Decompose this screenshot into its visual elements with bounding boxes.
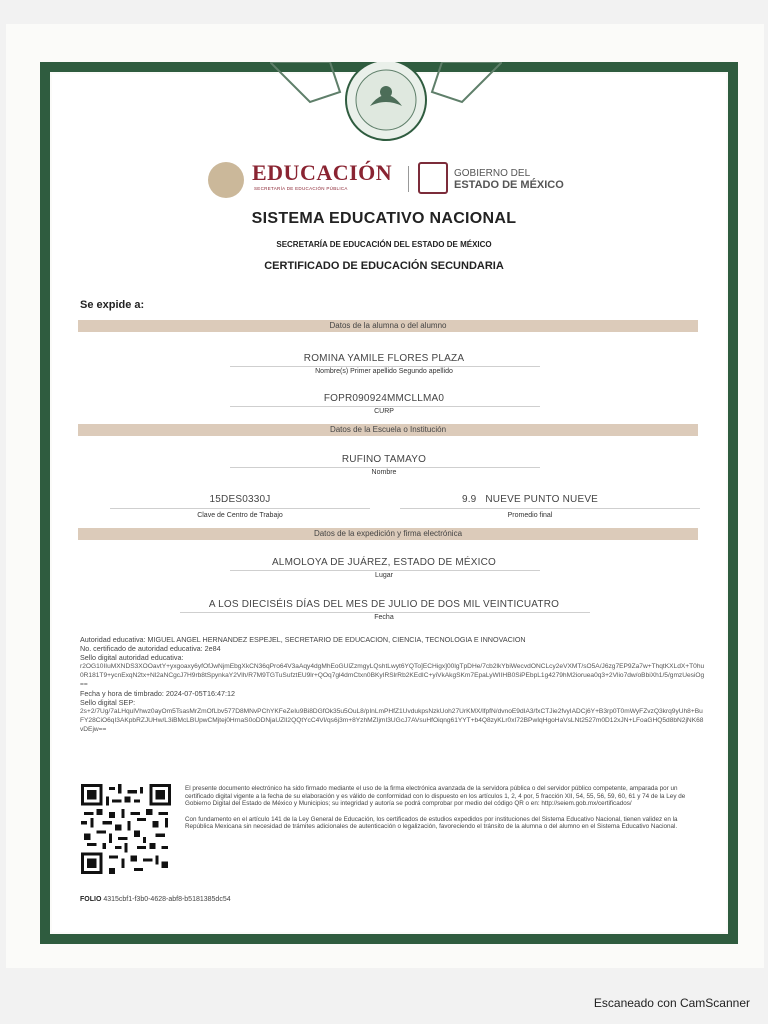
logo-divider <box>408 166 409 192</box>
school-name-caption: Nombre <box>371 469 397 476</box>
issued-to-label: Se expide a: <box>80 299 145 311</box>
cct-caption: Clave de Centro de Trabajo <box>197 512 283 519</box>
verification-qr-code[interactable] <box>78 784 174 874</box>
divider <box>230 570 540 571</box>
student-name: ROMINA YAMILE FLORES PLAZA <box>303 353 465 364</box>
folio-label: FOLIO <box>80 896 102 903</box>
curp-caption: CURP <box>374 408 394 415</box>
eagle-emblem-icon <box>208 162 244 198</box>
national-seal <box>270 62 502 146</box>
school-section-bar: Datos de la Escuela o Institución <box>78 424 698 436</box>
certificate-type: CERTIFICADO DE EDUCACIÓN SECUNDARIA <box>264 260 504 272</box>
authority-digital-seal: r2OG10IIuMXNDS3XOOavtY+yxgoaxy6yfOfJwNjmEbgXkCN36qPro64V3aAqy4dgMhEoGUlZzmgyLQshtLwyt6YQTo]ECHigx]00lgTpDHe/7cb2lkYbiWecvdONCLcy2eVXMT/sO5A/J6zg7EP9Za7w+ThqtKXLdX+T0hu0R181T9+ycnExqN2tx+Nl2aNCgcJ7H9rb8tSpynkaY2Vlh/R7M9TGTuSufztEU9lr+QOq7gl4dmCtxn0BKyIRSlrRb2KEdIC+yiVkAkgSKm7EpaLyWIIHB0SiPEbpL1g4279hM2ioruea0q3+2Vlio7dw/oBbiXh1/5/gmzUesiOg== <box>80 663 705 688</box>
divider <box>110 508 370 509</box>
expedition-section-bar: Datos de la expedición y firma electrónica <box>78 528 698 540</box>
authority-certificate-number: No. certificado de autoridad educativa: 2e84 <box>80 644 221 653</box>
education-logo-subtitle: SECRETARÍA DE EDUCACIÓN PÚBLICA <box>254 186 348 191</box>
student-curp: FOPR090924MMCLLMA0 <box>323 393 445 404</box>
divider <box>230 366 540 367</box>
state-government-line2: ESTADO DE MÉXICO <box>454 179 564 191</box>
date-caption: Fecha <box>374 614 394 621</box>
folio-value: 4315cbf1-f3b0-4628-abf8-b5181385dc54 <box>103 896 231 903</box>
place-caption: Lugar <box>375 572 393 579</box>
school-cct: 15DES0330J <box>209 494 271 505</box>
sep-digital-seal-label: Sello digital SEP: <box>80 698 136 707</box>
legal-paragraph-validity: Con fundamento en el artículo 141 de la Ley General de Educación, los certificados de estudios expedidos por instituciones del Sistema Educativo Nacional, tienen validez en la República Mexicana sin necesidad de trámites adicionales de autenticación o legalización, favoreciendo el tránsito de la alumna o del alumno en el Sistema Educativo Nacional. <box>185 815 678 830</box>
final-average-caption: Promedio final <box>507 512 553 519</box>
header-logos <box>208 158 568 198</box>
signature-block <box>80 635 706 734</box>
state-government-line1: GOBIERNO DEL <box>454 168 531 179</box>
divider <box>400 508 700 509</box>
education-logo-word: EDUCACIÓN <box>252 160 393 185</box>
divider <box>180 612 590 613</box>
final-average: 9.9 NUEVE PUNTO NUEVE <box>461 494 599 505</box>
student-section-bar: Datos de la alumna o del alumno <box>78 320 698 332</box>
legal-paragraph-signature: El presente documento electrónico ha sido firmado mediante el uso de la firma electrónica avanzada de la servidora pública o del servidor público competente, amparada por un certificado digital vigente a la fecha de su elaboración y es válido de conformidad con lo dispuesto en los artículos 1, 2, 4 por, 5 fracción XII, 54, 55, 56, 59, 60, 61 y 74 de la Ley de Gobierno Digital del Estado de México y Municipios; su integridad y autoría se podrá comprobar por medio del código QR o en: http://seiem.gob.mx/certificados/ <box>185 785 686 807</box>
authority-digital-seal-label: Sello digital autoridad educativa: <box>80 653 184 662</box>
sep-digital-seal: 2s+2/7Ug/7aLHqulVhwz0ayOm5TsasMrZmOfLbv577D8MNvPChYKFeZeIu9Bi8DGfOk35u5OuL8/pInLmPHfZ1UvdukpsNzkUoh27UrKMX/lfpfN/dvnoE9dIA3/fxCTJie2fvyIADCj6Y+B3rp0T0mWyFZvzQ3krq9yUh8+BuFY28CiO6qI3AKpbRZJUHw/L3iBMcLBUpwCMjtej0HrnaS0oDDNjaUZlI2QQtYcC4Vl/qs6j3m+8YzhMZIjmI3UGcJ7AVsuHfOiqng61YYT+b4Q8zyKLr0xI72BPwIqHgoHaVsLNt2527m0D12xJN+LFoaGHQ5d8bN2jNK68vDEjw== <box>80 708 704 733</box>
divider <box>230 406 540 407</box>
legal-notice <box>185 785 705 831</box>
school-name: RUFINO TAMAYO <box>341 454 427 465</box>
education-authority: Autoridad educativa: MIGUEL ANGEL HERNANDEZ ESPEJEL, SECRETARIO DE EDUCACION, CIENCIA, TECNOLOGIA E INNOVACION <box>80 635 526 644</box>
expedition-place: ALMOLOYA DE JUÁREZ, ESTADO DE MÉXICO <box>271 557 497 568</box>
scanner-watermark: Escaneado con CamScanner <box>593 996 750 1010</box>
student-name-caption: Nombre(s) Primer apellido Segundo apellido <box>315 368 453 375</box>
state-coat-of-arms-icon <box>418 162 448 194</box>
folio <box>80 896 231 903</box>
divider <box>230 467 540 468</box>
expedition-date: A LOS DIECISÉIS DÍAS DEL MES DE JULIO DE DOS MIL VEINTICUATRO <box>208 599 560 610</box>
issuing-secretariat: SECRETARÍA DE EDUCACIÓN DEL ESTADO DE MÉXICO <box>276 240 492 249</box>
stamp-datetime: Fecha y hora de timbrado: 2024-07-05T16:47:12 <box>80 689 236 698</box>
document-title: SISTEMA EDUCATIVO NACIONAL <box>251 210 517 227</box>
